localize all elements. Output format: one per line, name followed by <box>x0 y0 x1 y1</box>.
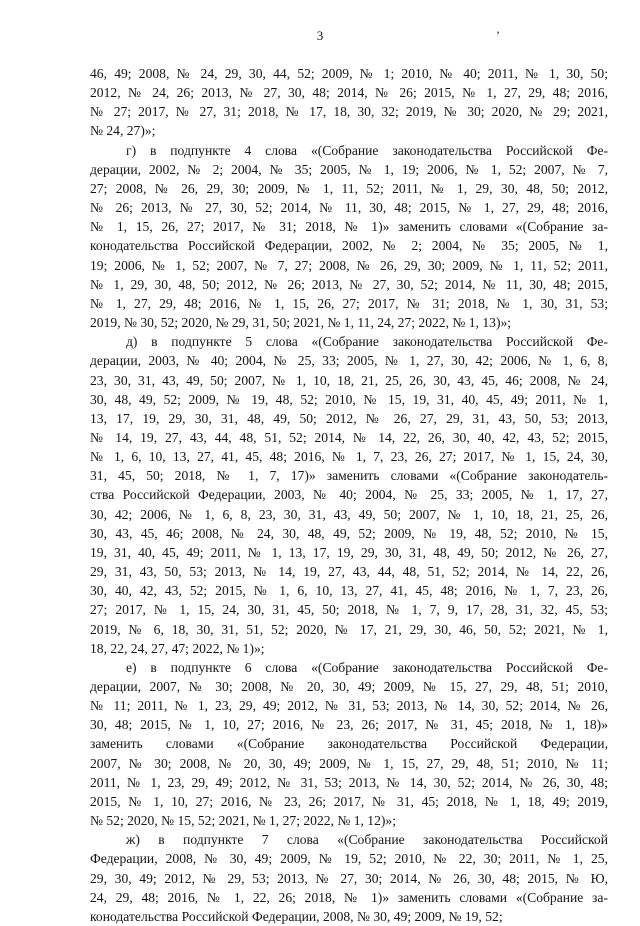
text-line: дерации, 2007, № 30; 2008, № 20, 30, 49; 2009, № 15, 27, 29, 48, 51; 2010, <box>90 679 608 694</box>
text-line: 29, 30, 49; 2012, № 29, 53; 2013, № 27, 30; 2014, № 26, 30, 48; 2015, № Ю, <box>90 870 608 886</box>
paragraph <box>90 658 608 830</box>
text-line: 23, 30, 31, 43, 49, 50; 2007, № 1, 10, 18, 21, 25, 26, 30, 43, 45, 46; 2008, № 24, <box>90 372 608 388</box>
text-line: № 1, 27, 29, 48; 2016, № 1, 15, 26, 27; 2017, № 31; 2018, № 1, 30, 31, 53; <box>90 295 608 311</box>
text-line: 13, 17, 19, 29, 30, 31, 48, 49, 50; 2012, № 26, 27, 29, 31, 43, 50, 53; 2013, <box>90 410 608 426</box>
text-line: 27; 2008, № 26, 29, 30; 2009, № 1, 11, 52; 2011, № 1, 29, 30, 48, 50; 2012, <box>90 180 608 196</box>
text-line: 30, 48; 2015, № 1, 10, 27; 2016, № 23, 26; 2017, № 31, 45; 2018, № 1, 18)» <box>90 717 608 733</box>
text-line: 18, 22, 24, 27, 47; 2022, № 1)»; <box>90 640 265 656</box>
text-line: конодательства Российской Федерации, 2002, № 2; 2004, № 35; 2005, № 1, <box>90 238 608 254</box>
text-line: № 26; 2013, № 27, 30, 52; 2014, № 11, 30, 48; 2015, № 1, 27, 29, 48; 2016, <box>90 200 608 216</box>
text-line: дерации, 2003, № 40; 2004, № 25, 33; 2005, № 1, 27, 30, 42; 2006, № 1, 6, 8, <box>90 353 608 369</box>
text-line: 30, 43, 45, 46; 2008, № 24, 30, 48, 49, 52; 2009, № 19, 48, 52; 2010, № 15, <box>90 525 608 541</box>
text-line: ж) в подпункте 7 слова «(Собрание законодательства Российской <box>126 832 608 848</box>
text-line: 2019, № 6, 18, 30, 31, 51, 52; 2020, № 17, 21, 29, 30, 46, 50, 52; 2021, № 1, <box>90 621 608 637</box>
text-line: № 52; 2020, № 15, 52; 2021, № 1, 27; 2022, № 1, 12)»; <box>90 813 397 829</box>
text-line: № 11; 2011, № 1, 23, 29, 49; 2012, № 31, 53; 2013, № 14, 30, 52; 2014, № 26, <box>90 698 608 714</box>
text-line: 24, 29, 48; 2016, № 1, 22, 26; 2018, № 1)» заменить словами «(Собрание за- <box>90 889 608 905</box>
text-line: г) в подпункте 4 слова «(Собрание законодательства Российской Фе- <box>126 142 608 158</box>
text-line: № 1, 6, 10, 13, 27, 41, 45, 48; 2016, № 1, 7, 23, 26, 27; 2017, № 1, 15, 24, 30, <box>90 449 608 465</box>
text-line: № 14, 19, 27, 43, 44, 48, 51, 52; 2014, № 14, 22, 26, 30, 40, 42, 43, 52; 2015, <box>90 429 608 445</box>
text-line: 19, 31, 40, 45, 49; 2011, № 1, 13, 17, 19, 29, 30, 31, 48, 49, 50; 2012, № 26, 27, <box>90 544 608 560</box>
text-line: № 1, 29, 30, 48, 50; 2012, № 26; 2013, № 27, 30, 52; 2014, № 11, 30, 48; 2015, <box>90 276 608 292</box>
text-line: конодательства Российской Федерации, 2008, № 30, 49; 2009, № 19, 52; <box>90 908 503 924</box>
paragraph <box>90 64 608 141</box>
paragraph <box>90 141 608 333</box>
text-line: д) в подпункте 5 слова «(Собрание законодательства Российской Фе- <box>126 334 608 350</box>
text-line: 30, 48, 49, 52; 2009, № 19, 48, 52; 2010, № 15, 19, 31, 40, 45, 49; 2011, № 1, <box>90 391 608 407</box>
text-line: дерации, 2002, № 2; 2004, № 35; 2005, № 1, 19; 2006, № 1, 52; 2007, № 7, <box>90 161 608 177</box>
text-line: заменить словами «(Собрание законодательства Российской Федерации, <box>90 736 608 752</box>
page-number: 3 <box>316 28 324 43</box>
text-line: Федерации, 2008, № 30, 49; 2009, № 19, 52; 2010, № 22, 30; 2011, № 1, 25, <box>90 851 608 867</box>
text-line: № 1, 15, 26, 27; 2017, № 31; 2018, № 1)» заменить словами «(Собрание за- <box>90 219 608 235</box>
text-line: 46, 49; 2008, № 24, 29, 30, 44, 52; 2009, № 1; 2010, № 40; 2011, № 1, 30, 50; <box>90 66 608 81</box>
paragraph <box>90 332 608 658</box>
document-body <box>90 64 608 926</box>
text-line: 2015, № 1, 10, 27; 2016, № 23, 26; 2017, № 31, 45; 2018, № 1, 18, 49; 2019, <box>90 793 608 809</box>
text-line: 2007, № 30; 2008, № 20, 30, 49; 2009, № 1, 15, 27, 29, 48, 51; 2010, № 11; <box>90 755 608 771</box>
text-line: № 27; 2017, № 27, 31; 2018, № 17, 18, 30, 32; 2019, № 30; 2020, № 29; 2021, <box>90 104 608 120</box>
scan-mark: ’ <box>496 28 500 42</box>
paragraph <box>90 830 608 926</box>
text-line: 2011, № 1, 23, 29, 49; 2012, № 31, 53; 2013, № 14, 30, 52; 2014, № 26, 30, 48; <box>90 774 608 790</box>
text-line: 2019, № 30, 52; 2020, № 29, 31, 50; 2021, № 1, 11, 24, 27; 2022, № 1, 13)»; <box>90 315 512 331</box>
text-line: е) в подпункте 6 слова «(Собрание законодательства Российской Фе- <box>126 659 608 675</box>
text-line: 19; 2006, № 1, 52; 2007, № 7, 27; 2008, № 26, 29, 30; 2009, № 1, 11, 52; 2011, <box>90 257 608 273</box>
text-line: 27; 2017, № 1, 15, 24, 30, 31, 45, 50; 2018, № 1, 7, 9, 17, 28, 31, 32, 45, 53; <box>90 602 608 618</box>
text-line: 30, 40, 42, 43, 52; 2015, № 1, 6, 10, 13, 27, 41, 45, 48; 2016, № 1, 7, 23, 26, <box>90 583 608 599</box>
text-line: 31, 45, 50; 2018, № 1, 7, 17)» заменить словами «(Собрание законодатель- <box>90 468 608 484</box>
text-line: 30, 42; 2006, № 1, 6, 8, 23, 30, 31, 43, 49, 50; 2007, № 1, 10, 18, 21, 25, 26, <box>90 506 608 522</box>
text-line: ства Российской Федерации, 2003, № 40; 2004, № 25, 33; 2005, № 1, 17, 27, <box>90 487 608 503</box>
text-line: 29, 31, 43, 50, 53; 2013, № 14, 19, 27, 43, 44, 48, 51, 52; 2014, № 14, 22, 26, <box>90 564 608 580</box>
text-line: 2012, № 24, 26; 2013, № 27, 30, 48; 2014, № 26; 2015, № 1, 27, 29, 48; 2016, <box>90 85 608 101</box>
text-line: № 24, 27)»; <box>90 123 156 139</box>
